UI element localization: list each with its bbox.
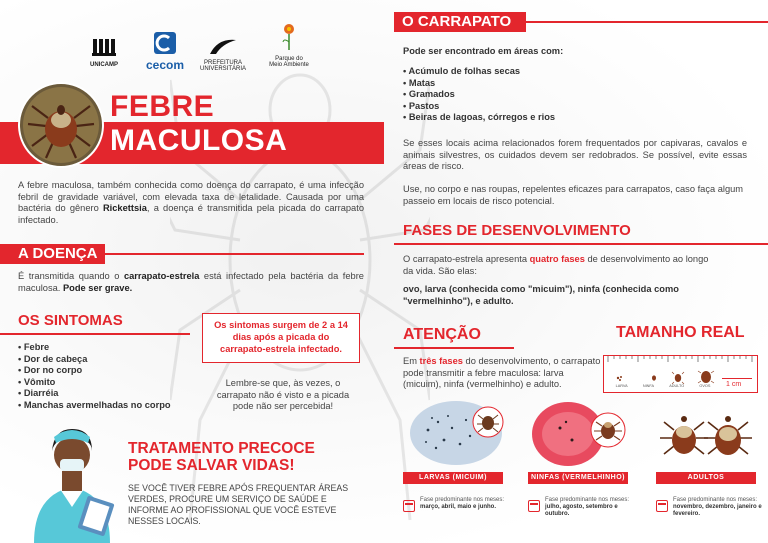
- period-ninfas-label: Fase predominante nos meses:: [545, 497, 630, 503]
- fases-text-2: de desenvolvimento ao longo da vida. São elas:: [403, 254, 709, 276]
- tick-sizes-icon: [612, 370, 720, 384]
- unicamp-logo-text: UNICAMP: [90, 62, 118, 68]
- tamanho-label-ninfa: NINFA: [642, 384, 655, 388]
- sintomas-heading: OS SINTOMAS: [18, 312, 123, 329]
- stage-label-adultos: ADULTOS: [656, 472, 756, 484]
- doenca-bold-1: carrapato-estrela: [123, 271, 200, 281]
- tamanho-heading: TAMANHO REAL: [616, 324, 745, 341]
- calendar-icon: [528, 500, 540, 512]
- period-larvas: [420, 497, 510, 511]
- sintoma-item: • Dor no corpo: [18, 365, 171, 377]
- scale-label: 1 cm: [726, 381, 742, 388]
- ninfas-photo-icon: [530, 400, 630, 466]
- sintomas-heading-line: [0, 333, 190, 335]
- adultos-photo-icon: [660, 410, 756, 464]
- ruler-ticks-icon: [604, 356, 757, 368]
- atencao-text-2: do desenvolvimento, o carrapato pode transmitir a febre maculosa: larva (micuim), ninfa (vermelhinho) e adulto.: [403, 356, 601, 389]
- period-ninfas-months: julho, agosto, setembro e outubro.: [545, 504, 618, 517]
- parque-logo-text-1: Parque do: [275, 56, 303, 62]
- atencao-text-1: Em: [403, 356, 420, 366]
- doenca-heading-line: [105, 253, 364, 255]
- atencao-heading-line: [394, 347, 514, 349]
- carrapato-areas-list: [403, 66, 555, 124]
- intro-paragraph: [18, 180, 364, 226]
- stage-label-larvas: LARVAS (MICUIM): [403, 472, 503, 484]
- tratamento-heading: [128, 440, 315, 474]
- prefeitura-logo-text-2: UNIVERSITÁRIA: [199, 66, 246, 72]
- sintomas-list: [18, 342, 171, 411]
- fases-paragraph: [403, 254, 713, 277]
- sintoma-item: • Febre: [18, 342, 171, 354]
- fases-heading-line: [394, 243, 768, 245]
- cecom-logo-text: cecom: [145, 58, 185, 72]
- tamanho-ruler-box: [603, 355, 758, 393]
- intro-text-2: , a doença é transmitida pela picada do carrapato infectado.: [18, 203, 364, 225]
- prefeitura-logo: [198, 36, 248, 72]
- atencao-paragraph: [403, 356, 603, 391]
- doenca-text-1: É transmitida quando o: [18, 271, 124, 281]
- calendar-icon: [656, 500, 668, 512]
- carrapato-heading-line: [526, 21, 768, 23]
- scale-bar: [722, 378, 752, 379]
- carrapato-paragraph-2: Use, no corpo e nas roupas, repelentes eficazes para carrapatos, caso faça algum passeio em locais de risco potencial.: [403, 184, 744, 206]
- prefeitura-logo-mark: [208, 36, 238, 56]
- intro-bold: Rickettsia: [102, 203, 147, 213]
- area-item: • Beiras de lagoas, córregos e rios: [403, 112, 555, 124]
- carrapato-lead: Pode ser encontrado em áreas com:: [403, 46, 564, 56]
- prefeitura-logo-text-1: PREFEITURA: [203, 60, 242, 66]
- period-adultos-months: novembro, dezembro, janeiro e fevereiro.: [673, 504, 762, 517]
- area-item: • Acúmulo de folhas secas: [403, 66, 555, 78]
- doenca-bold-2: Pode ser grave.: [62, 282, 133, 293]
- period-larvas-months: março, abril, maio e junho.: [420, 504, 497, 510]
- sintoma-item: • Diarréia: [18, 388, 171, 400]
- period-adultos-label: Fase predominante nos meses:: [673, 497, 758, 503]
- tamanho-labels: [608, 384, 718, 388]
- calendar-icon: [403, 500, 415, 512]
- tamanho-label-adulto: ADULTO: [669, 384, 685, 388]
- tamanho-label-larva: LARVA: [615, 384, 628, 388]
- title-line-2: MACULOSA: [110, 124, 288, 157]
- doenca-text-2: está infectado pela bactéria da febre maculosa.: [18, 271, 364, 293]
- carrapato-heading: O CARRAPATO: [402, 13, 512, 30]
- doenca-heading: A DOENÇA: [18, 245, 98, 262]
- sintomas-period-box: Os sintomas surgem de 2 a 14 dias após a picada do carrapato-estrela infectado.: [202, 313, 360, 363]
- unicamp-logo: [80, 36, 128, 68]
- parque-logo: [268, 22, 310, 68]
- doenca-paragraph: [18, 271, 364, 294]
- tratamento-heading-2: PODE SALVAR VIDAS!: [128, 457, 295, 474]
- larvas-photo-icon: [408, 400, 504, 466]
- period-larvas-label: Fase predominante nos meses:: [420, 497, 505, 503]
- atencao-highlight: três fases: [419, 356, 463, 366]
- sintoma-item: • Manchas avermelhadas no corpo: [18, 400, 171, 412]
- sintoma-item: • Dor de cabeça: [18, 354, 171, 366]
- sintomas-note: Lembre-se que, às vezes, o carrapato não é visto e a picada pode não ser percebida!: [216, 378, 350, 411]
- cecom-logo-mark: [154, 32, 176, 54]
- title-line-1: FEBRE: [110, 90, 215, 123]
- area-item: • Gramados: [403, 89, 555, 101]
- flower-icon: [280, 22, 298, 52]
- stage-label-ninfas: NINFAS (VERMELHINHO): [528, 472, 628, 484]
- sintoma-item: • Vômito: [18, 377, 171, 389]
- tamanho-label-ovos: OVOS: [699, 384, 711, 388]
- fases-highlight: quatro fases: [529, 254, 585, 264]
- period-adultos: [673, 497, 763, 518]
- period-ninfas: [545, 497, 635, 518]
- area-item: • Matas: [403, 78, 555, 90]
- intro-text-1: A febre maculosa, também conhecida como doença do carrapato, é uma infecção febril de gravidade variável, com elevada taxa de letalidade. Causada por uma bactéria do gênero: [18, 180, 364, 213]
- cecom-logo: [140, 32, 190, 72]
- fases-text-1: O carrapato-estrela apresenta: [403, 254, 530, 264]
- fases-stages: ovo, larva (conhecida como "micuim"), ninfa (conhecida como "vermelhinho"), e adulto.: [403, 284, 679, 306]
- tratamento-heading-1: TRATAMENTO PRECOCE: [128, 440, 315, 457]
- parque-logo-text-2: Meio Ambiente: [269, 62, 309, 68]
- atencao-heading: ATENÇÃO: [403, 326, 481, 343]
- unicamp-logo-mark: [91, 36, 117, 58]
- carrapato-paragraph-1: Se esses locais acima relacionados forem frequentados por capivaras, cavalos e animais silvestres, os cuidados devem ser redobrados. Se possível, evite essas áreas de risco.: [403, 138, 747, 171]
- tick-photo-icon: [18, 82, 104, 168]
- area-item: • Pastos: [403, 101, 555, 113]
- nurse-illustration-icon: [24, 415, 120, 543]
- fases-heading: FASES DE DESENVOLVIMENTO: [403, 222, 631, 239]
- tratamento-text: SE VOCÊ TIVER FEBRE APÓS FREQUENTAR ÁREAS VERDES, PROCURE UM SERVIÇO DE SAÚDE E INFORME AO PROFISSIONAL QUE VOCÊ ESTEVE NESSES LOCAIS.: [128, 483, 349, 526]
